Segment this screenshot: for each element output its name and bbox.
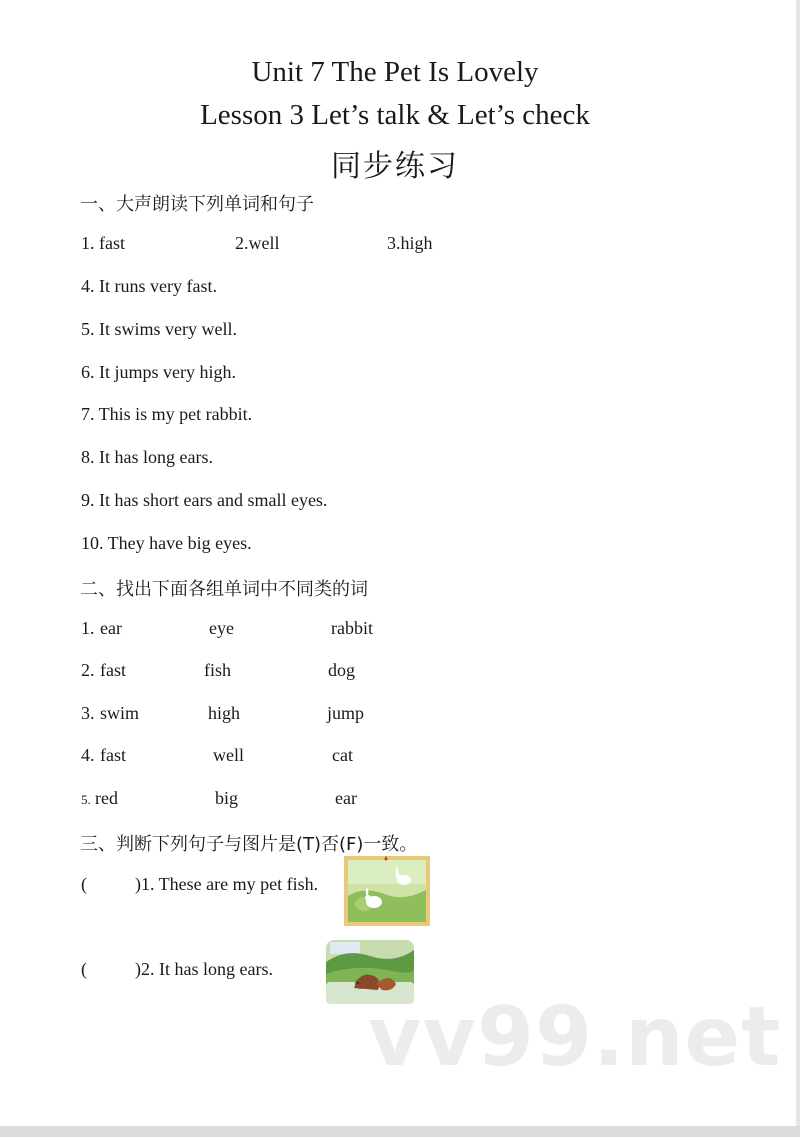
judge-sentence: )1. These are my pet fish. [135,874,319,894]
word-c: jump [327,703,365,723]
sentence-item: 5. It swims very well. [81,319,237,339]
sentence-item: 8. It has long ears. [81,447,213,467]
word-a: fast [100,660,126,680]
word-b: fish [204,660,231,680]
word-c: cat [332,745,353,765]
row-number: 2. [81,660,95,680]
page-edge-right [796,0,800,1137]
section-3-heading: 三、判断下列句子与图片是(T)否(F)一致。 [80,834,418,855]
word-a: swim [100,703,140,723]
title-lesson: Lesson 3 Let’s talk & Let’s check [200,99,590,131]
word-c: rabbit [331,618,373,638]
word-c: dog [328,660,355,680]
page-edge-bottom [0,1126,800,1137]
word-b: well [213,745,244,765]
row-number: 4. [81,745,95,765]
word-b: high [208,703,241,723]
sentence-item: 7. This is my pet rabbit. [81,404,253,424]
word-b: big [215,788,239,808]
section-2-heading: 二、找出下面各组单词中不同类的词 [80,579,368,600]
rabbits-picture-icon [344,856,430,926]
title-unit: Unit 7 The Pet Is Lovely [251,56,539,88]
word-item: 2.well [235,233,280,253]
row-number: 5. [81,792,91,807]
sentence-item: 9. It has short ears and small eyes. [81,490,328,510]
sentence-item: 4. It runs very fast. [81,276,217,296]
watermark: vv99.net [368,990,782,1085]
title-practice: 同步练习 [331,149,459,184]
word-a: fast [100,745,126,765]
word-a: ear [100,618,122,638]
word-c: ear [335,788,357,808]
row-number: 3. [81,703,95,723]
judge-sentence: )2. It has long ears. [135,959,273,979]
sentence-item: 10. They have big eyes. [81,533,252,553]
word-item: 1. fast [81,233,125,253]
answer-paren-open: ( [81,959,87,979]
word-item: 3.high [387,233,433,253]
sentence-item: 6. It jumps very high. [81,362,236,382]
row-number: 1. [81,618,95,638]
section-1-heading: 一、大声朗读下列单词和句子 [80,194,314,215]
answer-paren-open: ( [81,874,87,894]
word-a: red [95,788,118,808]
word-b: eye [209,618,234,638]
